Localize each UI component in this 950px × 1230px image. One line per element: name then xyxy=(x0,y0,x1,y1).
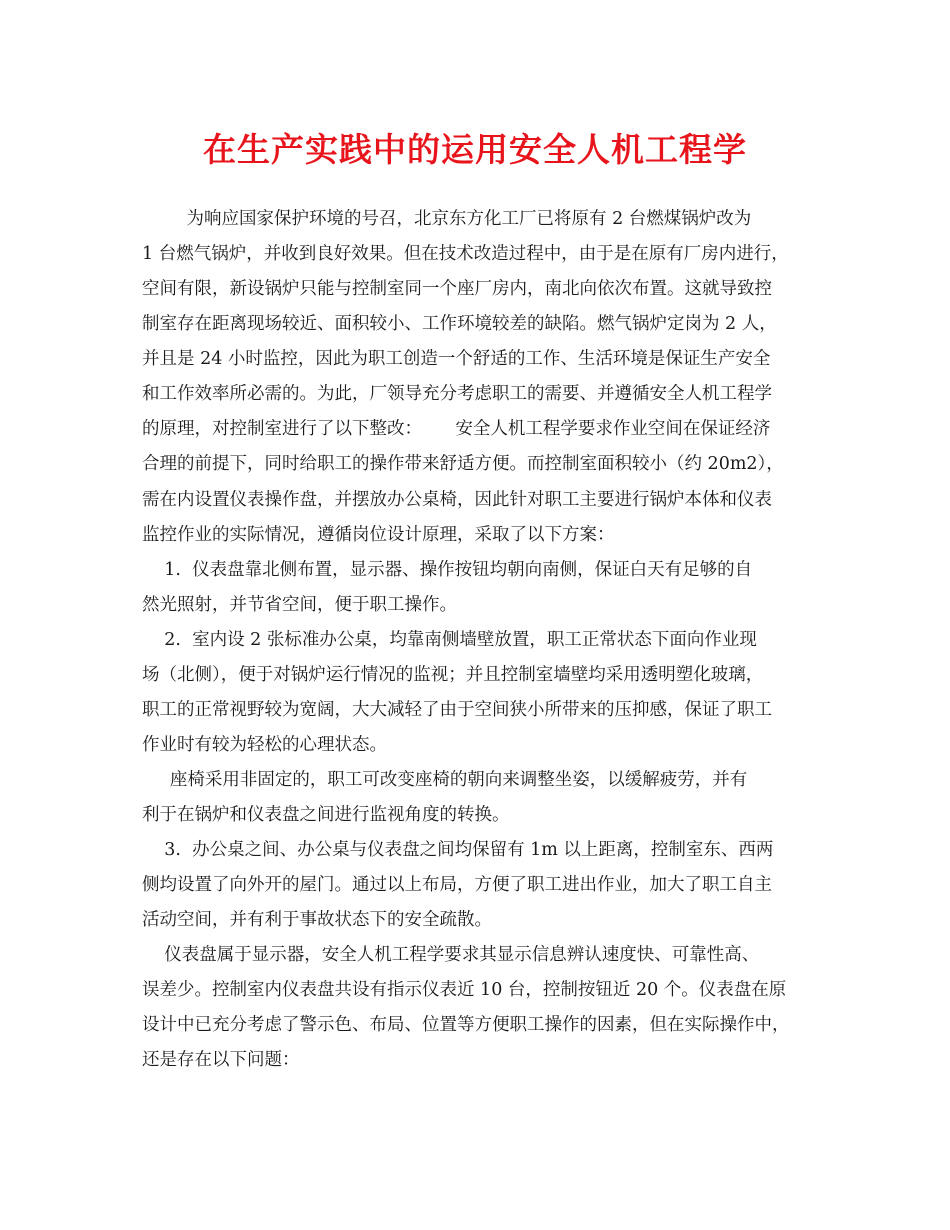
body-text-line: 场（北侧），便于对锅炉运行情况的监视；并且控制室墙壁均采用透明塑化玻璃， xyxy=(142,665,764,685)
body-text-line: 2. 室内设 2 张标准办公桌，均靠南侧墙壁放置，职工正常状态下面向作业现 xyxy=(142,630,757,650)
body-text-line: 然光照射，并节省空间，便于职工操作。 xyxy=(142,595,457,615)
body-text-line: 利于在锅炉和仪表盘之间进行监视角度的转换。 xyxy=(142,805,510,825)
body-text-line: 活动空间，并有利于事故状态下的安全疏散。 xyxy=(142,910,492,930)
body-text-line: 1 台燃气锅炉，并收到良好效果。但在技术改造过程中，由于是在原有厂房内进行， xyxy=(142,244,789,264)
body-text-line: 需在内设置仪表操作盘，并摆放办公桌椅，因此针对职工主要进行锅炉本体和仪表 xyxy=(142,490,772,510)
body-text-line: 3. 办公桌之间、办公桌与仪表盘之间均保留有 1m 以上距离，控制室东、西两 xyxy=(142,840,774,860)
body-text-line: 和工作效率所必需的。为此，厂领导充分考虑职工的需要、并遵循安全人机工程学 xyxy=(142,384,772,404)
body-text-line: 为响应国家保护环境的号召，北京东方化工厂已将原有 2 台燃煤锅炉改为 xyxy=(142,209,752,229)
body-text-line: 监控作业的实际情况，遵循岗位设计原理，采取了以下方案： xyxy=(142,525,615,545)
body-text-line: 作业时有较为轻松的心理状态。 xyxy=(142,735,387,755)
body-text-line: 合理的前提下，同时给职工的操作带来舒适方便。而控制室面积较小（约 20m2）， xyxy=(142,454,784,474)
body-text-line: 的原理，对控制室进行了以下整改： 安全人机工程学要求作业空间在保证经济 xyxy=(142,419,771,439)
body-text-line: 侧均设置了向外开的屋门。通过以上布局，方便了职工进出作业，加大了职工自主 xyxy=(142,875,772,895)
body-text-line: 制室存在距离现场较近、面积较小、工作环境较差的缺陷。燃气锅炉定岗为 2 人， xyxy=(142,314,777,334)
body-text-line: 仪表盘属于显示器，安全人机工程学要求其显示信息辨认速度快、可靠性高、 xyxy=(142,945,760,965)
body-text-line: 空间有限，新设锅炉只能与控制室同一个座厂房内，南北向依次布置。这就导致控 xyxy=(142,279,772,299)
body-text-line: 座椅采用非固定的，职工可改变座椅的朝向来调整坐姿，以缓解疲劳，并有 xyxy=(142,770,748,790)
body-text-line: 并且是 24 小时监控，因此为职工创造一个舒适的工作、生活环境是保证生产安全 xyxy=(142,349,771,369)
body-text-line: 设计中已充分考虑了警示色、布局、位置等方便职工操作的因素，但在实际操作中， xyxy=(142,1015,790,1035)
document-title: 在生产实践中的运用安全人机工程学 xyxy=(203,130,747,169)
body-text-line: 误差少。控制室内仪表盘共设有指示仪表近 10 台，控制按钮近 20 个。仪表盘在原 xyxy=(142,980,787,1000)
body-text-line: 1. 仪表盘靠北侧布置，显示器、操作按钮均朝向南侧，保证白天有足够的自 xyxy=(142,560,753,580)
body-text-line: 职工的正常视野较为宽阔，大大减轻了由于空间狭小所带来的压抑感，保证了职工 xyxy=(142,700,772,720)
body-text-line: 还是存在以下问题： xyxy=(142,1050,300,1070)
